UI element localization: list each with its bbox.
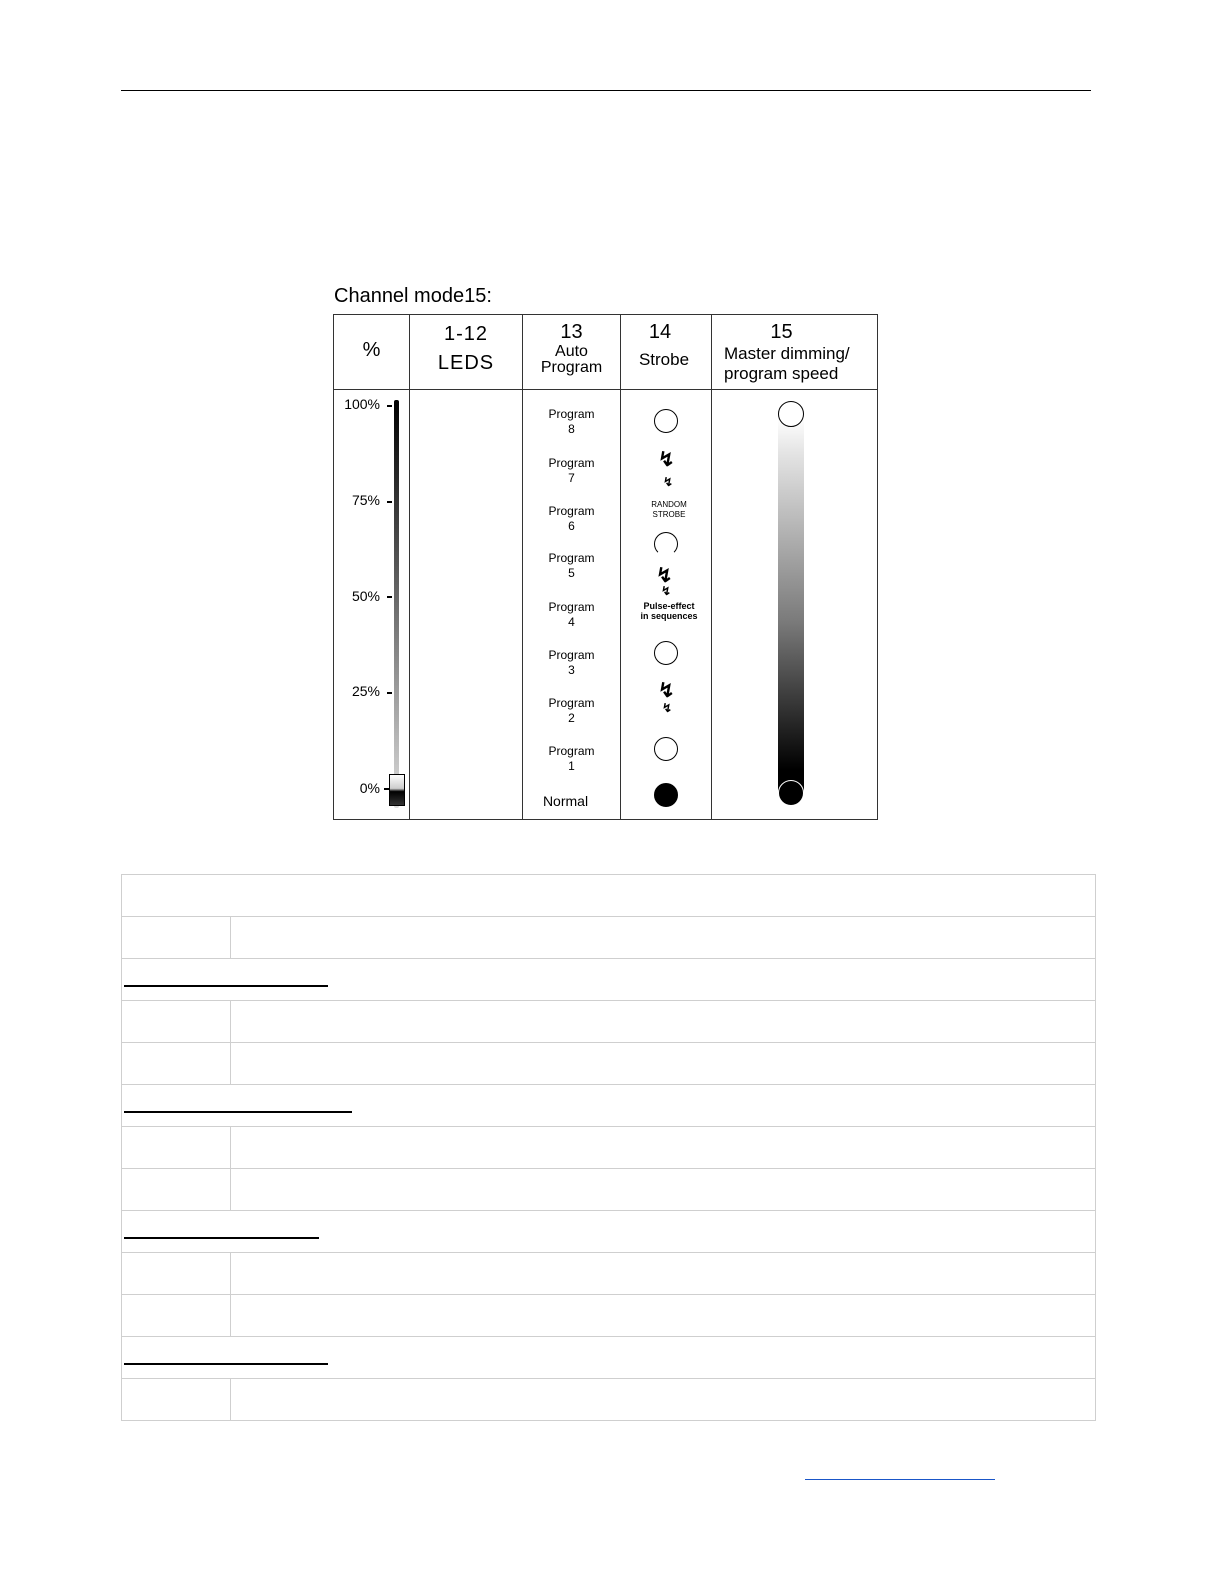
header-leds-label: LEDS	[437, 352, 495, 374]
table-cell	[122, 1295, 231, 1337]
circle-icon	[654, 409, 678, 433]
table-title-row	[122, 875, 1096, 917]
section-underline	[124, 1111, 352, 1113]
table-cell	[231, 1295, 1096, 1337]
master-column	[712, 390, 879, 820]
filled-circle-icon	[778, 780, 804, 806]
channel-info-table	[121, 874, 1096, 1421]
lightning-icon: ↯	[658, 680, 675, 702]
fader-track	[394, 400, 399, 808]
table-cell	[122, 917, 231, 959]
header-13-number: 13	[560, 321, 583, 343]
section-underline	[124, 1363, 328, 1365]
lightning-icon: ↯	[663, 475, 674, 489]
circle-icon	[778, 401, 804, 427]
program-1: Program 1	[548, 744, 595, 773]
header-percent-label: %	[362, 339, 381, 361]
table-cell	[231, 1169, 1096, 1211]
program-4: Program 4	[548, 600, 595, 629]
circle-icon	[654, 641, 678, 665]
percent-label-25: 25%	[351, 683, 380, 699]
section-row	[122, 1211, 1096, 1253]
program-2: Program 2	[548, 696, 595, 725]
program-5: Program 5	[548, 551, 595, 580]
tick-mark	[387, 596, 392, 598]
tick-mark	[387, 501, 392, 503]
header-auto-program	[523, 315, 620, 389]
table-cell	[231, 1127, 1096, 1169]
header-master	[712, 315, 879, 389]
section-row	[122, 959, 1096, 1001]
auto-program-column	[523, 390, 620, 820]
footer-link-underline[interactable]	[805, 1479, 995, 1480]
header-percent	[334, 315, 409, 389]
pulse-effect-label: Pulse-effect in sequences	[640, 601, 698, 621]
percent-label-75: 75%	[351, 492, 380, 508]
filled-circle-icon	[654, 783, 678, 807]
percent-column	[334, 390, 409, 820]
section-row	[122, 1085, 1096, 1127]
strobe-column	[621, 390, 711, 820]
normal-label: Normal	[542, 793, 589, 809]
header-14-strobe: Strobe	[638, 350, 690, 369]
channel-mode-diagram	[333, 282, 879, 822]
program-7: Program 7	[548, 456, 595, 485]
table-cell	[122, 1127, 231, 1169]
tick-mark	[387, 692, 392, 694]
table-cell	[122, 1001, 231, 1043]
table-cell	[231, 917, 1096, 959]
header-13-auto: Auto	[555, 343, 588, 360]
section-underline	[124, 985, 328, 987]
lightning-icon: ↯	[658, 449, 675, 471]
percent-label-100: 100%	[344, 396, 380, 412]
channel-table	[333, 314, 878, 820]
header-15-number: 15	[770, 321, 793, 343]
circle-icon	[654, 737, 678, 761]
percent-label-0: 0%	[359, 780, 380, 796]
table-cell	[122, 1169, 231, 1211]
fader-knob[interactable]	[389, 774, 405, 806]
tick-mark	[387, 405, 392, 407]
random-strobe-label: RANDOM STROBE	[651, 500, 687, 519]
section-underline	[124, 1237, 319, 1239]
table-cell	[122, 1043, 231, 1085]
table-cell	[122, 1253, 231, 1295]
header-15-line1: Master dimming/	[724, 344, 850, 363]
header-15-line2: program speed	[724, 364, 839, 383]
lightning-icon: ↯	[656, 565, 673, 587]
lightning-icon: ↯	[662, 701, 673, 715]
percent-label-50: 50%	[351, 588, 380, 604]
program-3: Program 3	[548, 648, 595, 677]
header-leds-number: 1-12	[443, 323, 489, 345]
program-6: Program 6	[548, 504, 595, 533]
header-rule	[121, 90, 1091, 91]
lightning-icon: ↯	[661, 584, 672, 598]
section-row	[122, 1337, 1096, 1379]
diagram-title: Channel mode15:	[334, 285, 492, 307]
header-leds	[410, 315, 522, 389]
gradient-bar-icon	[778, 402, 804, 802]
column-divider	[409, 315, 410, 819]
program-8: Program 8	[548, 407, 595, 436]
table-cell	[231, 1379, 1096, 1421]
table-cell	[231, 1043, 1096, 1085]
header-14-number: 14	[648, 321, 672, 343]
table-cell	[231, 1001, 1096, 1043]
circle-icon	[654, 532, 678, 556]
table-cell	[231, 1253, 1096, 1295]
header-13-program: Program	[540, 359, 603, 376]
table-cell	[122, 1379, 231, 1421]
